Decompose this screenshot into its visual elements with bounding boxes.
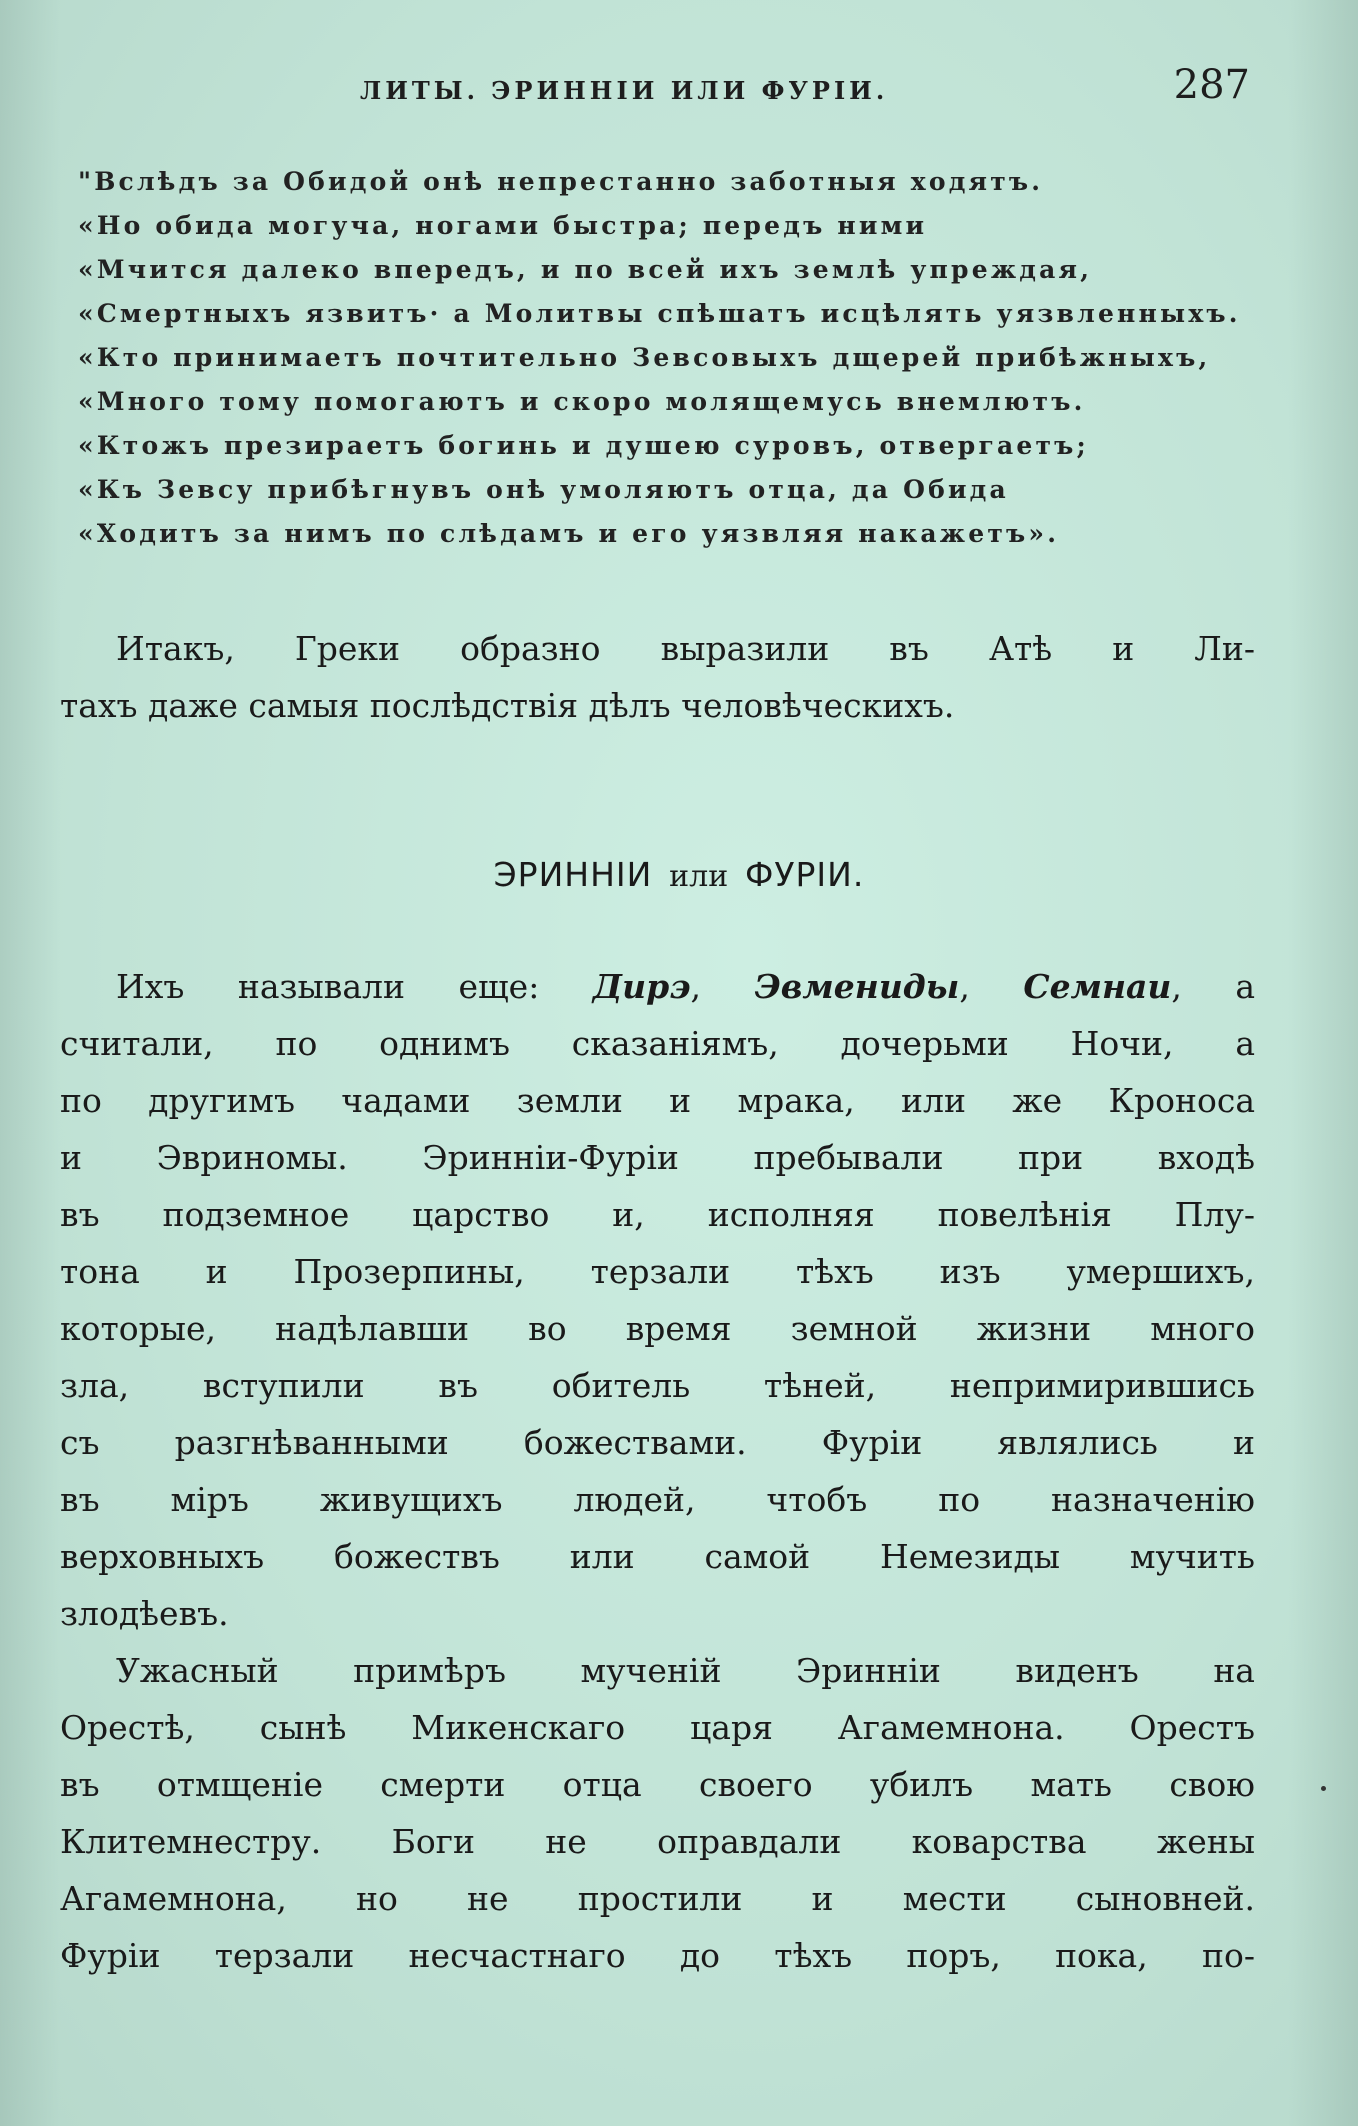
text-line: съ разгнѣванными божествами. Фуріи являлись и: [60, 1423, 1255, 1462]
text-line: въ міръ живущихъ людей, чтобъ по назначенію: [60, 1480, 1255, 1519]
text-run: Ихъ называли еще:: [116, 967, 593, 1006]
text-line: тахъ даже самыя послѣдствія дѣлъ человѣческихъ.: [60, 686, 955, 725]
epithet-semnai: Семнаи: [1023, 967, 1172, 1006]
text-run: ,: [690, 967, 755, 1006]
verse-quotation: [78, 160, 1278, 556]
page-header: [60, 58, 1250, 118]
text-line: злодѣевъ.: [60, 1594, 229, 1633]
epithet-dire: Дирэ: [592, 967, 691, 1006]
verse-line: «Ктожъ презираетъ богинь и душею суровъ, отвергаетъ;: [78, 431, 1089, 460]
verse-line: «Но обида могуча, ногами быстра; передъ ними: [78, 211, 928, 240]
running-head: ЛИТЫ. ЭРИННIИ ИЛИ ФУРIИ.: [360, 76, 889, 105]
text-run: ,: [959, 967, 1024, 1006]
section-title: [0, 855, 1358, 895]
paragraph-orestes: [60, 1642, 1255, 1984]
text-line: считали, по однимъ сказаніямъ, дочерьми Ночи, а: [60, 1024, 1255, 1063]
epithet-eumenides: Эвмениды: [754, 967, 960, 1006]
text-line: [60, 958, 1255, 1015]
text-run: , а: [1171, 967, 1256, 1006]
verse-line: «Много тому помогаютъ и скоро молящемусь внемлютъ.: [78, 387, 1086, 416]
paragraph-erinyes: [60, 958, 1255, 1642]
verse-line: «Ходитъ за нимъ по слѣдамъ и его уязвляя накажетъ».: [78, 519, 1060, 548]
page-edge-shadow: [1288, 0, 1358, 2126]
text-line: Итакъ, Греки образно выразили въ Атѣ и Ли-: [116, 629, 1255, 668]
verse-line: «Смертныхъ язвитъ· а Молитвы спѣшатъ исцѣлять уязвленныхъ.: [78, 299, 1241, 328]
section-title-part: ФУРIИ.: [745, 855, 865, 894]
text-line: въ подземное царство и, исполняя повелѣнія Плу-: [60, 1195, 1255, 1234]
verse-line: "Вслѣдъ за Обидой онѣ непрестанно заботныя ходятъ.: [78, 167, 1044, 196]
conclusion-paragraph: [60, 620, 1255, 734]
section-title-part: ЭРИННIИ: [493, 855, 653, 894]
text-line: которые, надѣлавши во время земной жизни много: [60, 1309, 1255, 1348]
text-line: тона и Прозерпины, терзали тѣхъ изъ умершихъ,: [60, 1252, 1255, 1291]
section-title-part: или: [669, 859, 729, 894]
text-line: Клитемнестру. Боги не оправдали коварства жены: [60, 1822, 1255, 1861]
text-line: по другимъ чадами земли и мрака, или же Кроноса: [60, 1081, 1255, 1120]
text-line: верховныхъ божествъ или самой Немезиды мучить: [60, 1537, 1255, 1576]
verse-line: «Къ Зевсу прибѣгнувъ онѣ умоляютъ отца, да Обида: [78, 475, 1009, 504]
verse-line: «Кто принимаетъ почтительно Зевсовыхъ дщерей прибѣжныхъ,: [78, 343, 1211, 372]
verse-line: «Мчится далеко впередъ, и по всей ихъ землѣ упреждая,: [78, 255, 1093, 284]
margin-mark: [1321, 1786, 1326, 1791]
text-line: Ужасный примѣръ мученій Эринніи виденъ на: [116, 1651, 1255, 1690]
text-line: зла, вступили въ обитель тѣней, непримирившись: [60, 1366, 1255, 1405]
page-number: 287: [1173, 62, 1250, 108]
text-line: и Эвриномы. Эринніи-Фуріи пребывали при входѣ: [60, 1138, 1255, 1177]
text-line: Орестѣ, сынѣ Микенскаго царя Агамемнона. Орестъ: [60, 1708, 1255, 1747]
text-line: въ отмщеніе смерти отца своего убилъ мать свою: [60, 1765, 1255, 1804]
text-line: Фуріи терзали несчастнаго до тѣхъ поръ, пока, по-: [60, 1936, 1255, 1975]
text-line: Агамемнона, но не простили и мести сыновней.: [60, 1879, 1255, 1918]
